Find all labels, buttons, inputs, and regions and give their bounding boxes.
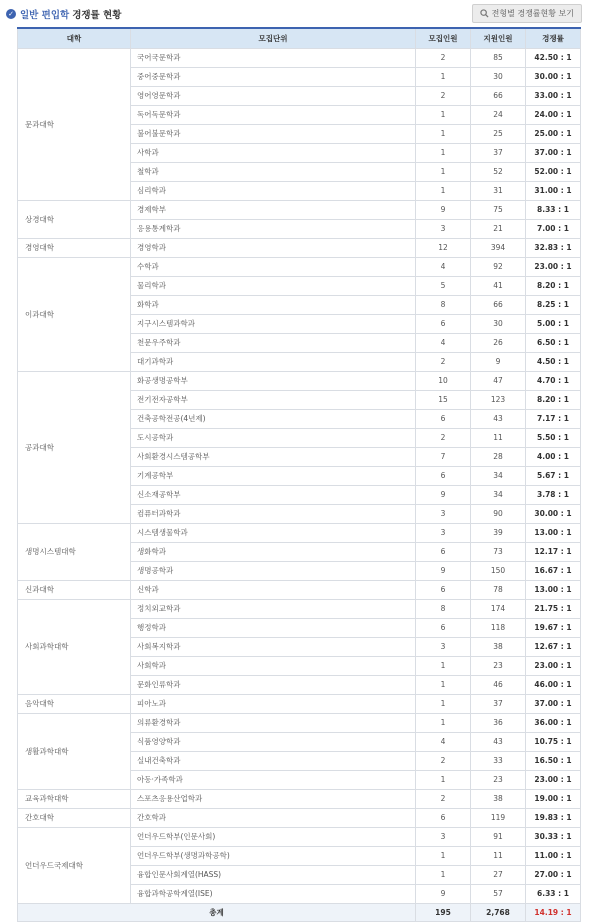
quota-cell: 9 (416, 485, 471, 504)
quota-cell: 6 (416, 466, 471, 485)
quota-cell: 3 (416, 504, 471, 523)
rate-cell: 10.75 : 1 (526, 732, 581, 751)
quota-cell: 6 (416, 580, 471, 599)
table-row (18, 599, 581, 618)
quota-cell: 6 (416, 542, 471, 561)
applicants-cell: 37 (471, 694, 526, 713)
quota-cell: 6 (416, 409, 471, 428)
department-name: 물리학과 (131, 276, 416, 295)
table-header-row (18, 28, 581, 48)
applicants-cell: 118 (471, 618, 526, 637)
department-name: 사회환경시스템공학부 (131, 447, 416, 466)
quota-cell: 1 (416, 694, 471, 713)
quota-cell: 1 (416, 656, 471, 675)
rate-cell: 23.00 : 1 (526, 770, 581, 789)
rate-cell: 7.00 : 1 (526, 219, 581, 238)
applicants-cell: 43 (471, 732, 526, 751)
rate-cell: 4.50 : 1 (526, 352, 581, 371)
department-name: 사회학과 (131, 656, 416, 675)
applicants-cell: 43 (471, 409, 526, 428)
college-name: 문과대학 (18, 48, 131, 200)
rate-cell: 3.78 : 1 (526, 485, 581, 504)
applicants-cell: 34 (471, 466, 526, 485)
department-name: 피아노과 (131, 694, 416, 713)
table-row (18, 580, 581, 599)
column-header-college: 대학 (18, 28, 131, 48)
quota-cell: 4 (416, 732, 471, 751)
rate-cell: 37.00 : 1 (526, 694, 581, 713)
applicants-cell: 21 (471, 219, 526, 238)
quota-cell: 8 (416, 599, 471, 618)
quota-cell: 1 (416, 67, 471, 86)
rate-cell: 12.67 : 1 (526, 637, 581, 656)
college-name: 공과대학 (18, 371, 131, 523)
rate-cell: 19.67 : 1 (526, 618, 581, 637)
department-name: 전기전자공학부 (131, 390, 416, 409)
quota-cell: 8 (416, 295, 471, 314)
applicants-cell: 30 (471, 314, 526, 333)
quota-cell: 9 (416, 561, 471, 580)
applicants-cell: 9 (471, 352, 526, 371)
department-name: 대기과학과 (131, 352, 416, 371)
applicants-cell: 123 (471, 390, 526, 409)
rate-cell: 33.00 : 1 (526, 86, 581, 105)
quota-cell: 3 (416, 219, 471, 238)
quota-cell: 10 (416, 371, 471, 390)
department-name: 행정학과 (131, 618, 416, 637)
quota-cell: 3 (416, 523, 471, 542)
department-name: 아동·가족학과 (131, 770, 416, 789)
department-name: 실내건축학과 (131, 751, 416, 770)
college-name: 상경대학 (18, 200, 131, 238)
rate-cell: 25.00 : 1 (526, 124, 581, 143)
total-quota: 195 (416, 903, 471, 921)
quota-cell: 1 (416, 713, 471, 732)
history-rates-button-label: 전형별 경쟁률현황 보기 (491, 9, 574, 18)
college-name: 이과대학 (18, 257, 131, 371)
applicants-cell: 36 (471, 713, 526, 732)
applicants-cell: 28 (471, 447, 526, 466)
rate-cell: 13.00 : 1 (526, 580, 581, 599)
department-name: 생명공학과 (131, 561, 416, 580)
rate-cell: 7.17 : 1 (526, 409, 581, 428)
applicants-cell: 11 (471, 846, 526, 865)
quota-cell: 7 (416, 447, 471, 466)
department-name: 중어중문학과 (131, 67, 416, 86)
applicants-cell: 31 (471, 181, 526, 200)
department-name: 사학과 (131, 143, 416, 162)
table-row (18, 808, 581, 827)
department-name: 융합과학공학계열(ISE) (131, 884, 416, 903)
department-name: 언더우드학부(인문사회) (131, 827, 416, 846)
rate-cell: 11.00 : 1 (526, 846, 581, 865)
applicants-cell: 47 (471, 371, 526, 390)
department-name: 수학과 (131, 257, 416, 276)
college-name: 언더우드국제대학 (18, 827, 131, 903)
quota-cell: 9 (416, 200, 471, 219)
quota-cell: 5 (416, 276, 471, 295)
rate-cell: 8.20 : 1 (526, 390, 581, 409)
department-name: 정치외교학과 (131, 599, 416, 618)
college-name: 음악대학 (18, 694, 131, 713)
applicants-cell: 23 (471, 770, 526, 789)
applicants-cell: 91 (471, 827, 526, 846)
check-circle-icon: ✓ (6, 9, 16, 19)
applicants-cell: 394 (471, 238, 526, 257)
quota-cell: 9 (416, 884, 471, 903)
quota-cell: 2 (416, 751, 471, 770)
applicants-cell: 57 (471, 884, 526, 903)
department-name: 언더우드학부(생명과학공학) (131, 846, 416, 865)
quota-cell: 2 (416, 352, 471, 371)
applicants-cell: 174 (471, 599, 526, 618)
department-name: 경제학부 (131, 200, 416, 219)
quota-cell: 3 (416, 637, 471, 656)
applicants-cell: 73 (471, 542, 526, 561)
column-header-rate: 경쟁률 (526, 28, 581, 48)
total-label: 총계 (18, 903, 416, 921)
rate-cell: 4.00 : 1 (526, 447, 581, 466)
quota-cell: 1 (416, 143, 471, 162)
department-name: 신소재공학부 (131, 485, 416, 504)
total-row (18, 903, 581, 921)
quota-cell: 4 (416, 333, 471, 352)
applicants-cell: 78 (471, 580, 526, 599)
search-icon (480, 9, 489, 18)
applicants-cell: 26 (471, 333, 526, 352)
table-row (18, 371, 581, 390)
rate-cell: 30.00 : 1 (526, 67, 581, 86)
applicants-cell: 85 (471, 48, 526, 67)
quota-cell: 15 (416, 390, 471, 409)
applicants-cell: 24 (471, 105, 526, 124)
applicants-cell: 66 (471, 295, 526, 314)
table-row (18, 694, 581, 713)
history-rates-button[interactable] (472, 4, 582, 23)
applicants-cell: 52 (471, 162, 526, 181)
rate-cell: 16.50 : 1 (526, 751, 581, 770)
rate-cell: 52.00 : 1 (526, 162, 581, 181)
table-footer (18, 903, 581, 921)
department-name: 시스템생물학과 (131, 523, 416, 542)
department-name: 기계공학부 (131, 466, 416, 485)
table-row (18, 238, 581, 257)
applicants-cell: 27 (471, 865, 526, 884)
applicants-cell: 75 (471, 200, 526, 219)
rate-cell: 46.00 : 1 (526, 675, 581, 694)
department-name: 독어독문학과 (131, 105, 416, 124)
department-name: 응용통계학과 (131, 219, 416, 238)
section-title-highlight: 일반 편입학 (20, 10, 70, 21)
college-name: 경영대학 (18, 238, 131, 257)
rate-cell: 8.33 : 1 (526, 200, 581, 219)
quota-cell: 1 (416, 675, 471, 694)
rate-cell: 4.70 : 1 (526, 371, 581, 390)
applicants-cell: 150 (471, 561, 526, 580)
section-title-text: 경쟁률 현황 (72, 10, 122, 21)
department-name: 융합인문사회계열(HASS) (131, 865, 416, 884)
quota-cell: 2 (416, 48, 471, 67)
rate-cell: 23.00 : 1 (526, 656, 581, 675)
college-name: 생명시스템대학 (18, 523, 131, 580)
quota-cell: 6 (416, 618, 471, 637)
rate-cell: 42.50 : 1 (526, 48, 581, 67)
department-name: 문화인류학과 (131, 675, 416, 694)
department-name: 화학과 (131, 295, 416, 314)
applicants-cell: 92 (471, 257, 526, 276)
quota-cell: 1 (416, 770, 471, 789)
department-name: 천문우주학과 (131, 333, 416, 352)
department-name: 생화학과 (131, 542, 416, 561)
table-row (18, 827, 581, 846)
rate-cell: 13.00 : 1 (526, 523, 581, 542)
total-rate: 14.19 : 1 (526, 903, 581, 921)
department-name: 철학과 (131, 162, 416, 181)
rate-cell: 30.33 : 1 (526, 827, 581, 846)
quota-cell: 3 (416, 827, 471, 846)
college-name: 생활과학대학 (18, 713, 131, 789)
table-row (18, 713, 581, 732)
applicants-cell: 38 (471, 789, 526, 808)
column-header-quota: 모집인원 (416, 28, 471, 48)
college-name: 사회과학대학 (18, 599, 131, 694)
table-row (18, 257, 581, 276)
applicants-cell: 38 (471, 637, 526, 656)
applicants-cell: 25 (471, 124, 526, 143)
applicants-cell: 30 (471, 67, 526, 86)
applicants-cell: 41 (471, 276, 526, 295)
rate-cell: 19.83 : 1 (526, 808, 581, 827)
quota-cell: 12 (416, 238, 471, 257)
quota-cell: 2 (416, 789, 471, 808)
college-name: 간호대학 (18, 808, 131, 827)
rate-cell: 24.00 : 1 (526, 105, 581, 124)
department-name: 불어불문학과 (131, 124, 416, 143)
applicants-cell: 46 (471, 675, 526, 694)
quota-cell: 4 (416, 257, 471, 276)
college-name: 신과대학 (18, 580, 131, 599)
department-name: 영어영문학과 (131, 86, 416, 105)
department-name: 건축공학전공(4년제) (131, 409, 416, 428)
rate-cell: 16.67 : 1 (526, 561, 581, 580)
applicants-cell: 37 (471, 143, 526, 162)
applicants-cell: 39 (471, 523, 526, 542)
quota-cell: 1 (416, 865, 471, 884)
department-name: 의류환경학과 (131, 713, 416, 732)
quota-cell: 2 (416, 428, 471, 447)
quota-cell: 6 (416, 314, 471, 333)
column-header-unit: 모집단위 (131, 28, 416, 48)
applicants-cell: 33 (471, 751, 526, 770)
department-name: 신학과 (131, 580, 416, 599)
column-header-applicants: 지원인원 (471, 28, 526, 48)
department-name: 화공생명공학부 (131, 371, 416, 390)
rate-cell: 5.00 : 1 (526, 314, 581, 333)
department-name: 식품영양학과 (131, 732, 416, 751)
applicants-cell: 66 (471, 86, 526, 105)
table-row (18, 789, 581, 808)
page-header (0, 0, 589, 30)
rate-cell: 32.83 : 1 (526, 238, 581, 257)
applicants-cell: 90 (471, 504, 526, 523)
table-header (18, 28, 581, 48)
rate-cell: 27.00 : 1 (526, 865, 581, 884)
department-name: 스포츠응용산업학과 (131, 789, 416, 808)
rate-cell: 8.20 : 1 (526, 276, 581, 295)
applicants-cell: 34 (471, 485, 526, 504)
quota-cell: 2 (416, 86, 471, 105)
rate-cell: 6.33 : 1 (526, 884, 581, 903)
department-name: 사회복지학과 (131, 637, 416, 656)
quota-cell: 1 (416, 105, 471, 124)
department-name: 국어국문학과 (131, 48, 416, 67)
rate-cell: 12.17 : 1 (526, 542, 581, 561)
quota-cell: 6 (416, 808, 471, 827)
rate-cell: 5.67 : 1 (526, 466, 581, 485)
rate-cell: 37.00 : 1 (526, 143, 581, 162)
section-title (6, 7, 121, 21)
rate-cell: 31.00 : 1 (526, 181, 581, 200)
quota-cell: 1 (416, 162, 471, 181)
rate-cell: 8.25 : 1 (526, 295, 581, 314)
applicants-cell: 119 (471, 808, 526, 827)
department-name: 경영학과 (131, 238, 416, 257)
college-name: 교육과학대학 (18, 789, 131, 808)
rate-cell: 6.50 : 1 (526, 333, 581, 352)
competition-rate-table (17, 27, 581, 922)
rate-cell: 30.00 : 1 (526, 504, 581, 523)
rate-cell: 21.75 : 1 (526, 599, 581, 618)
department-name: 간호학과 (131, 808, 416, 827)
rate-cell: 23.00 : 1 (526, 257, 581, 276)
table-body (18, 48, 581, 903)
rate-cell: 5.50 : 1 (526, 428, 581, 447)
department-name: 심리학과 (131, 181, 416, 200)
total-applicants: 2,768 (471, 903, 526, 921)
table-row (18, 200, 581, 219)
rate-cell: 36.00 : 1 (526, 713, 581, 732)
applicants-cell: 23 (471, 656, 526, 675)
table-row (18, 523, 581, 542)
quota-cell: 1 (416, 124, 471, 143)
department-name: 도시공학과 (131, 428, 416, 447)
department-name: 지구시스템과학과 (131, 314, 416, 333)
department-name: 컴퓨터과학과 (131, 504, 416, 523)
table-row (18, 48, 581, 67)
quota-cell: 1 (416, 846, 471, 865)
applicants-cell: 11 (471, 428, 526, 447)
quota-cell: 1 (416, 181, 471, 200)
rate-cell: 19.00 : 1 (526, 789, 581, 808)
